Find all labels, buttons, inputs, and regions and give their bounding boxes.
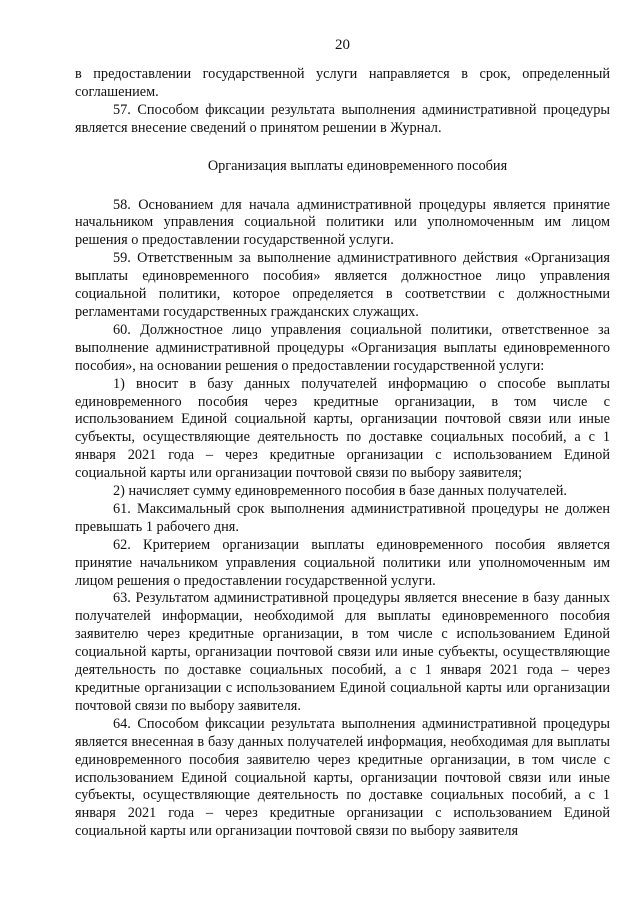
paragraph: 61. Максимальный срок выполнения административной процедуры не должен превышать 1 рабочего дня.	[75, 500, 610, 535]
document-page	[75, 36, 610, 841]
section-heading: Организация выплаты единовременного пособия	[207, 157, 508, 174]
paragraph: 1) вносит в базу данных получателей информацию о способе выплаты единовременного пособия через кредитные организации, в том числе с использованием Единой социальной карты, организации почтовой связи или иные субъекты, осуществляющие деятельность по доставке социальных пособий, а с 1 января 2021 года – через кредитные организации с использованием Единой социальной карты или организации почтовой связи по выбору заявителя;	[75, 375, 610, 482]
paragraphs-after-heading	[75, 197, 610, 842]
paragraph: 58. Основанием для начала административной процедуры является принятие начальником управления социальной политики или уполномоченным им лицом решения о предоставлении государственной услуги.	[75, 196, 610, 249]
paragraph: 64. Способом фиксации результата выполнения административной процедуры является внесенная в базу данных получателей информация, необходимая для выплаты единовременного пособия заявителю через кредитные организации, в том числе с использованием Единой социальной карты, организации почтовой связи или иные субъекты, осуществляющие деятельность по доставке социальных пособий, а с 1 января 2021 года – через кредитные организации с использованием Единой социальной карты или организации почтовой связи по выбору заявителя	[75, 715, 610, 840]
paragraph: 59. Ответственным за выполнение административного действия «Организация выплаты единовременного пособия» является должностное лицо управления социальной политики, которое определяется в соответствии с должностными регламентами государственных гражданских служащих.	[75, 250, 610, 320]
paragraph: в предоставлении государственной услуги направляется в срок, определенный соглашением.	[75, 66, 610, 100]
paragraph: 63. Результатом административной процедуры является внесение в базу данных получателей информации, необходимой для выплаты единовременного пособия заявителю через кредитные организации, в том числе с использованием Единой социальной карты, организации почтовой связи или иные субъекты, осуществляющие деятельность по доставке социальных пособий, а с 1 января 2021 года – через кредитные организации с использованием Единой социальной карты или организации почтовой связи по выбору заявителя.	[75, 590, 610, 714]
paragraph: 2) начисляет сумму единовременного пособия в базе данных получателей.	[113, 483, 567, 500]
paragraph: 57. Способом фиксации результата выполнения административной процедуры является внесение сведений о принятом решении в Журнал.	[75, 101, 610, 136]
paragraphs-before-heading	[75, 66, 610, 138]
page-number: 20	[335, 37, 350, 53]
paragraph: 60. Должностное лицо управления социальной политики, ответственное за выполнение административной процедуры «Организация выплаты единовременного пособия», на основании решения о предоставлении государственной услуги:	[75, 321, 610, 374]
paragraph: 62. Критерием организации выплаты единовременного пособия является принятие начальником управления социальной политики или уполномоченным им лицом решения о предоставлении государственной услуги.	[75, 536, 610, 589]
